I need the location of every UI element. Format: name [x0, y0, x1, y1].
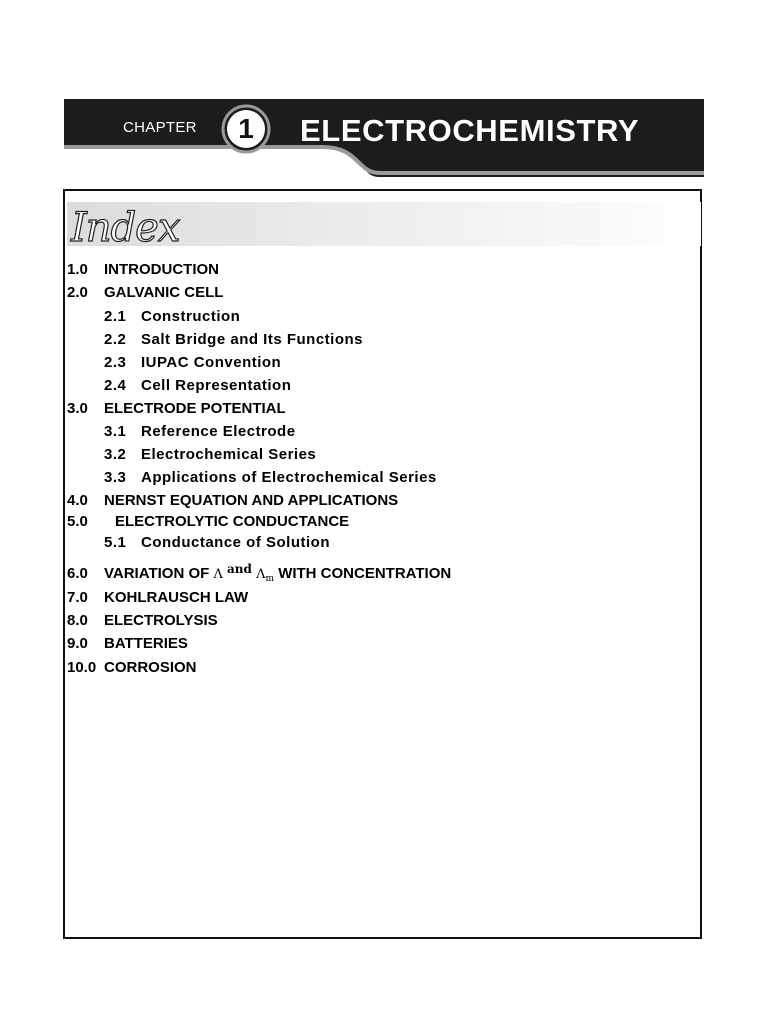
- toc-subitem[interactable]: [104, 307, 240, 327]
- toc-item-title: INTRODUCTION: [104, 261, 219, 278]
- toc-item[interactable]: [67, 564, 451, 586]
- toc-subitem[interactable]: [104, 445, 316, 465]
- toc-subitem[interactable]: [104, 353, 281, 373]
- toc-item-title: BATTERIES: [104, 635, 188, 652]
- toc-item-title: Conductance of Solution: [141, 534, 330, 551]
- toc-item-number: 1.0: [67, 261, 88, 278]
- toc-item-title: Construction: [141, 308, 241, 325]
- toc-item-title: Cell Representation: [141, 377, 292, 394]
- toc-item-number: 2.2: [104, 331, 127, 348]
- toc-item-number: 2.0: [67, 284, 88, 301]
- toc-item-number: 7.0: [67, 589, 88, 606]
- toc-item-number: 6.0: [67, 565, 88, 582]
- toc-subitem[interactable]: [104, 468, 437, 488]
- toc-subitem[interactable]: [104, 422, 296, 442]
- index-heading-band: [67, 202, 701, 251]
- toc-item[interactable]: [67, 399, 286, 419]
- toc-item-number: 3.0: [67, 400, 88, 417]
- toc-item-number: 3.2: [104, 446, 127, 463]
- toc-item-number: 2.4: [104, 377, 127, 394]
- and-word: and: [227, 562, 252, 576]
- toc-item-title: Reference Electrode: [141, 423, 296, 440]
- chapter-banner: [64, 99, 704, 177]
- toc-item-title-suffix: WITH CONCENTRATION: [278, 565, 452, 582]
- toc-item-title: ELECTROLYTIC CONDUCTANCE: [115, 513, 350, 530]
- chapter-number: 1: [238, 113, 254, 144]
- toc-item-title: Applications of Electrochemical Series: [141, 469, 437, 486]
- toc-item-title: NERNST EQUATION AND APPLICATIONS: [104, 492, 399, 509]
- lambda-m-symbol: Λ: [256, 567, 266, 582]
- toc-item[interactable]: [67, 588, 248, 608]
- toc-item-number: 5.1: [104, 534, 127, 551]
- toc-item-number: 3.1: [104, 423, 127, 440]
- toc-item-number: 2.3: [104, 354, 127, 371]
- toc-item-title: IUPAC Convention: [141, 354, 282, 371]
- toc-item-number: 8.0: [67, 612, 88, 629]
- chapter-label: CHAPTER: [123, 119, 197, 136]
- toc-item-title: ELECTRODE POTENTIAL: [104, 400, 286, 417]
- toc-item[interactable]: [67, 283, 223, 303]
- toc-item-number: 4.0: [67, 492, 88, 509]
- toc-item-number: 9.0: [67, 635, 88, 652]
- toc-item[interactable]: [67, 634, 188, 654]
- lambda-subscript: m: [265, 574, 275, 584]
- toc-item[interactable]: [67, 260, 219, 280]
- toc-item[interactable]: [67, 512, 349, 532]
- toc-item-title-prefix: VARIATION OF: [104, 565, 210, 582]
- toc-item-number: 3.3: [104, 469, 127, 486]
- chapter-title: ELECTROCHEMISTRY: [300, 113, 640, 148]
- toc-item-title: Electrochemical Series: [141, 446, 317, 463]
- toc-item-number: 10.0: [67, 659, 97, 676]
- toc-item-title: Salt Bridge and Its Functions: [141, 331, 364, 348]
- lambda-symbol: Λ: [213, 567, 223, 582]
- toc-subitem[interactable]: [104, 533, 330, 553]
- toc-item-number: 2.1: [104, 308, 127, 325]
- toc-item-number: 5.0: [67, 513, 88, 530]
- toc-item[interactable]: [67, 611, 218, 631]
- toc-item-title: CORROSION: [104, 659, 197, 676]
- toc-subitem[interactable]: [104, 376, 291, 396]
- toc-item[interactable]: [67, 491, 398, 511]
- toc-item-title: ELECTROLYSIS: [104, 612, 218, 629]
- toc-item[interactable]: [67, 658, 197, 678]
- toc-item-title: GALVANIC CELL: [104, 284, 224, 301]
- toc-item-title: KOHLRAUSCH LAW: [104, 589, 249, 606]
- index-heading: Index: [71, 205, 180, 251]
- toc-subitem[interactable]: [104, 330, 363, 350]
